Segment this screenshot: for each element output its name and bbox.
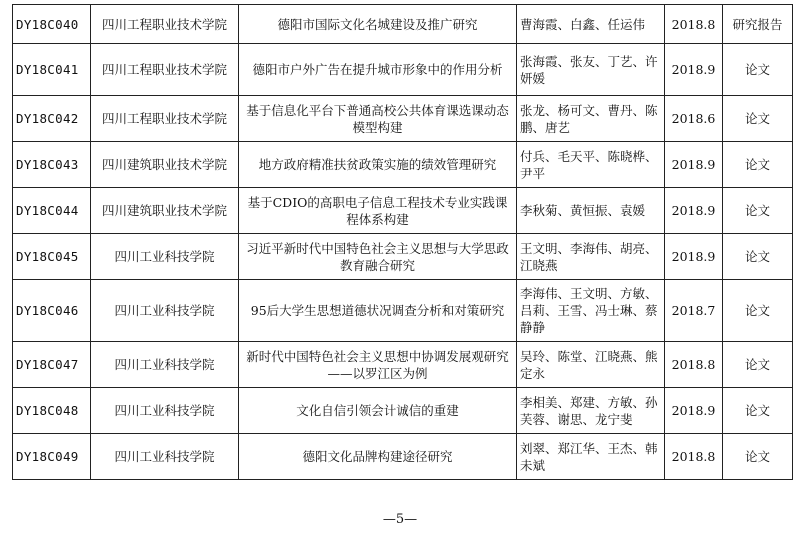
result-type: 论文 — [723, 142, 793, 188]
result-type: 论文 — [723, 388, 793, 434]
project-table-body — [13, 5, 793, 480]
project-title: 德阳市户外广告在提升城市形象中的作用分析 — [239, 44, 517, 96]
project-title: 文化自信引领会计诚信的重建 — [239, 388, 517, 434]
result-type: 论文 — [723, 280, 793, 342]
completion-date: 2018.8 — [665, 342, 723, 388]
completion-date: 2018.9 — [665, 142, 723, 188]
table-row — [13, 5, 793, 44]
school-name: 四川工业科技学院 — [91, 388, 239, 434]
project-title: 习近平新时代中国特色社会主义思想与大学思政教育融合研究 — [239, 234, 517, 280]
project-id: DY18C047 — [13, 342, 91, 388]
school-name: 四川工程职业技术学院 — [91, 44, 239, 96]
completion-date: 2018.9 — [665, 388, 723, 434]
school-name: 四川工业科技学院 — [91, 342, 239, 388]
page-number: —5— — [382, 512, 418, 527]
school-name: 四川工程职业技术学院 — [91, 5, 239, 44]
project-id: DY18C042 — [13, 96, 91, 142]
project-title: 德阳文化品牌构建途径研究 — [239, 434, 517, 480]
project-members: 张龙、杨可文、曹丹、陈鹏、唐艺 — [517, 96, 665, 142]
project-title: 德阳市国际文化名城建设及推广研究 — [239, 5, 517, 44]
project-members: 曹海霞、白鑫、任运伟 — [517, 5, 665, 44]
table-row — [13, 142, 793, 188]
table-row — [13, 188, 793, 234]
project-members: 王文明、李海伟、胡亮、江晓燕 — [517, 234, 665, 280]
project-id: DY18C040 — [13, 5, 91, 44]
result-type: 论文 — [723, 234, 793, 280]
table-row — [13, 388, 793, 434]
result-type: 论文 — [723, 434, 793, 480]
project-members: 李秋菊、黄恒振、袁媛 — [517, 188, 665, 234]
completion-date: 2018.9 — [665, 44, 723, 96]
project-members: 付兵、毛天平、陈晓桦、尹平 — [517, 142, 665, 188]
table-row — [13, 280, 793, 342]
result-type: 论文 — [723, 96, 793, 142]
completion-date: 2018.7 — [665, 280, 723, 342]
result-type: 论文 — [723, 188, 793, 234]
completion-date: 2018.9 — [665, 234, 723, 280]
project-title: 地方政府精准扶贫政策实施的绩效管理研究 — [239, 142, 517, 188]
school-name: 四川工业科技学院 — [91, 280, 239, 342]
project-title: 95后大学生思想道德状况调查分析和对策研究 — [239, 280, 517, 342]
table-row — [13, 234, 793, 280]
result-type: 论文 — [723, 44, 793, 96]
project-id: DY18C046 — [13, 280, 91, 342]
school-name: 四川建筑职业技术学院 — [91, 142, 239, 188]
table-row — [13, 434, 793, 480]
project-members: 刘翠、郑江华、王杰、韩未斌 — [517, 434, 665, 480]
school-name: 四川工业科技学院 — [91, 434, 239, 480]
result-type: 论文 — [723, 342, 793, 388]
school-name: 四川工业科技学院 — [91, 234, 239, 280]
project-id: DY18C044 — [13, 188, 91, 234]
table-row — [13, 96, 793, 142]
project-members: 李相美、郑建、方敏、孙芙蓉、谢思、龙宁斐 — [517, 388, 665, 434]
project-title: 新时代中国特色社会主义思想中协调发展观研究——以罗江区为例 — [239, 342, 517, 388]
project-members: 张海霞、张友、丁艺、许妍媛 — [517, 44, 665, 96]
project-id: DY18C049 — [13, 434, 91, 480]
project-members: 吴玲、陈堂、江晓燕、熊定永 — [517, 342, 665, 388]
school-name: 四川工程职业技术学院 — [91, 96, 239, 142]
completion-date: 2018.8 — [665, 5, 723, 44]
project-id: DY18C041 — [13, 44, 91, 96]
table-row — [13, 342, 793, 388]
project-members: 李海伟、王文明、方敏、吕莉、王雪、冯士琳、蔡静静 — [517, 280, 665, 342]
project-title: 基于CDIO的高职电子信息工程技术专业实践课程体系构建 — [239, 188, 517, 234]
school-name: 四川建筑职业技术学院 — [91, 188, 239, 234]
project-title: 基于信息化平台下普通高校公共体育课选课动态模型构建 — [239, 96, 517, 142]
project-table — [12, 4, 793, 480]
table-row — [13, 44, 793, 96]
project-id: DY18C043 — [13, 142, 91, 188]
result-type: 研究报告 — [723, 5, 793, 44]
completion-date: 2018.6 — [665, 96, 723, 142]
completion-date: 2018.8 — [665, 434, 723, 480]
project-id: DY18C048 — [13, 388, 91, 434]
completion-date: 2018.9 — [665, 188, 723, 234]
project-id: DY18C045 — [13, 234, 91, 280]
